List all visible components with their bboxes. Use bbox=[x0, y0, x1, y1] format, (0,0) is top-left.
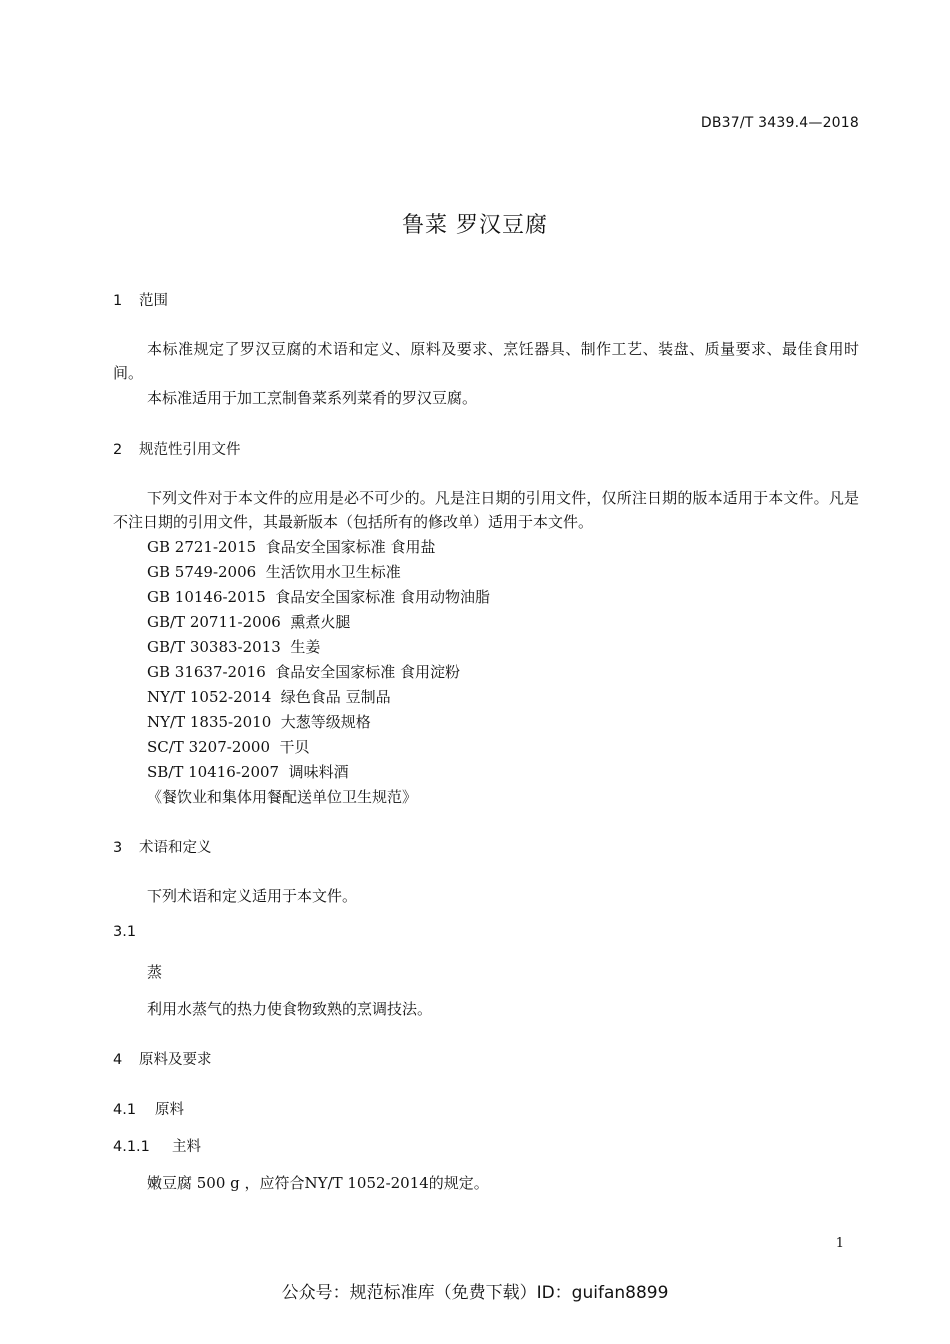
reference-item: SB/T 10416-2007 调味料酒 bbox=[147, 763, 349, 781]
reference-item: GB/T 20711-2006 熏煮火腿 bbox=[147, 613, 351, 631]
subsection-number: 4.1.1 bbox=[113, 1139, 150, 1155]
scope-paragraph-2: 本标准适用于加工烹制鲁菜系列菜肴的罗汉豆腐。 bbox=[147, 389, 478, 407]
section-title: 范围 bbox=[139, 293, 168, 309]
section-title: 术语和定义 bbox=[139, 840, 212, 856]
section-1-heading bbox=[113, 289, 168, 310]
subsection-4-1-heading bbox=[113, 1098, 184, 1119]
subsection-title: 原料 bbox=[155, 1102, 184, 1118]
section-2-heading bbox=[113, 438, 241, 459]
terms-intro: 下列术语和定义适用于本文件。 bbox=[147, 887, 358, 905]
reference-item: NY/T 1052-2014 绿色食品 豆制品 bbox=[147, 688, 391, 706]
document-code: DB37/T 3439.4—2018 bbox=[700, 115, 859, 131]
document-title: 鲁菜 罗汉豆腐 bbox=[402, 213, 548, 238]
main-ingredient-paragraph: 嫩豆腐 500 g ，应符合NY/T 1052-2014的规定。 bbox=[147, 1174, 489, 1192]
section-title: 原料及要求 bbox=[139, 1052, 212, 1068]
footer-watermark: 公众号：规范标准库（免费下载）ID：guifan8899 bbox=[281, 1283, 669, 1303]
section-title: 规范性引用文件 bbox=[139, 442, 241, 458]
section-number: 4 bbox=[113, 1052, 123, 1068]
term-name: 蒸 bbox=[147, 963, 163, 981]
section-number: 3 bbox=[113, 840, 123, 856]
section-number: 1 bbox=[113, 293, 123, 309]
reference-item: 《餐饮业和集体用餐配送单位卫生规范》 bbox=[147, 788, 418, 806]
subsection-title: 主料 bbox=[172, 1139, 201, 1155]
reference-item: SC/T 3207-2000 干贝 bbox=[147, 738, 310, 756]
reference-item: NY/T 1835-2010 大葱等级规格 bbox=[147, 713, 371, 731]
reference-item: GB 10146-2015 食品安全国家标准 食用动物油脂 bbox=[147, 588, 491, 606]
reference-item: GB/T 30383-2013 生姜 bbox=[147, 638, 321, 656]
scope-paragraph-1: 本标准规定了罗汉豆腐的术语和定义、原料及要求、烹饪器具、制作工艺、装盘、质量要求、最佳食用时间。 bbox=[113, 340, 859, 382]
subsection-4-1-1-heading bbox=[113, 1135, 201, 1156]
reference-item: GB 31637-2016 食品安全国家标准 食用淀粉 bbox=[147, 663, 461, 681]
reference-item: GB 5749-2006 生活饮用水卫生标准 bbox=[147, 563, 401, 581]
section-number: 2 bbox=[113, 442, 123, 458]
reference-item: GB 2721-2015 食品安全国家标准 食用盐 bbox=[147, 538, 436, 556]
page-number: 1 bbox=[835, 1236, 844, 1251]
section-3-heading bbox=[113, 836, 212, 857]
section-4-heading bbox=[113, 1048, 212, 1069]
subsection-number: 4.1 bbox=[113, 1102, 137, 1118]
term-definition: 利用水蒸气的热力使食物致熟的烹调技法。 bbox=[147, 1000, 433, 1018]
references-intro: 下列文件对于本文件的应用是必不可少的。凡是注日期的引用文件，仅所注日期的版本适用于本文件。凡是不注日期的引用文件，其最新版本（包括所有的修改单）适用于本文件。 bbox=[113, 489, 859, 531]
subsection-3-1-number: 3.1 bbox=[113, 924, 137, 940]
